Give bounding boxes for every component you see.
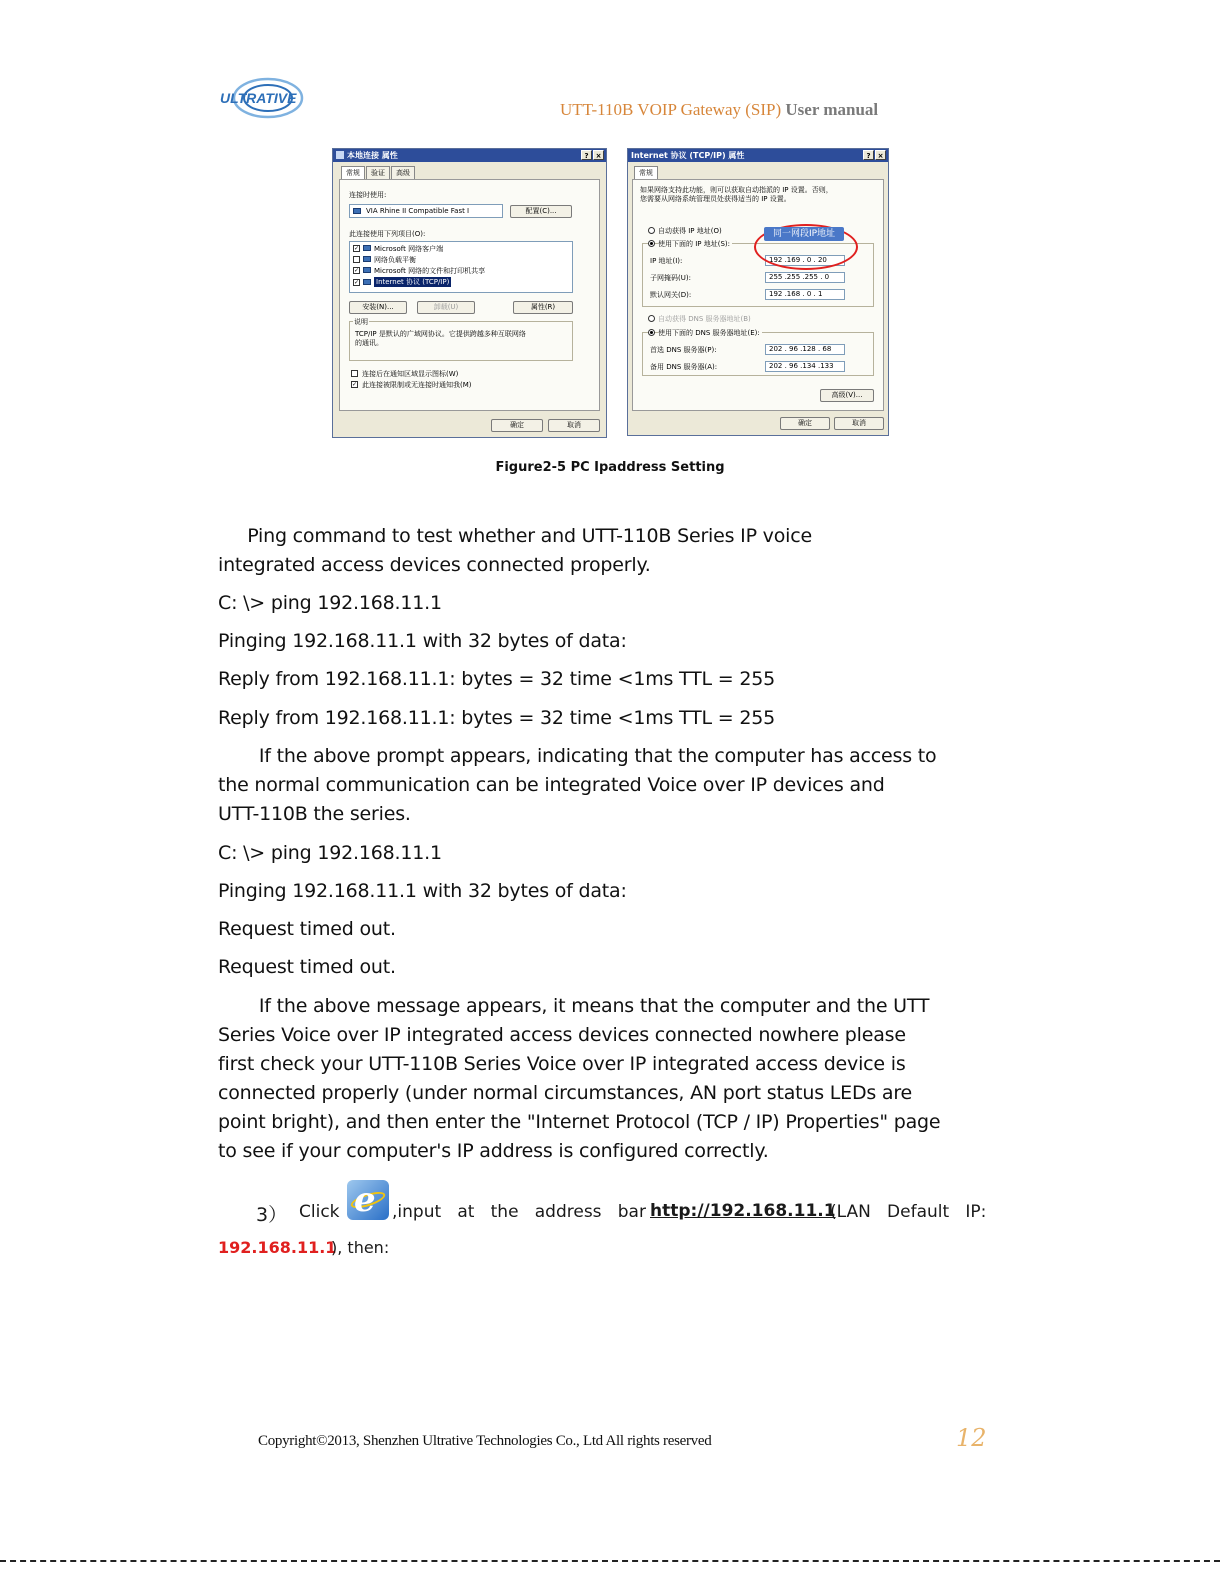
step-number: 3） — [256, 1204, 288, 1226]
adapter-name: VIA Rhine II Compatible Fast I — [366, 207, 470, 215]
description-text-2: 的通讯。 — [355, 339, 383, 347]
dialog-title: Internet 协议 (TCP/IP) 属性 — [631, 151, 745, 160]
subnet-mask-input[interactable]: 255 .255 .255 . 0 — [765, 272, 845, 283]
dialog-title: 本地连接 属性 — [347, 151, 398, 160]
auto-dns-label: 自动获得 DNS 服务器地址(B) — [658, 315, 751, 323]
auto-dns-radio[interactable] — [648, 315, 655, 322]
show-icon-checkbox[interactable] — [351, 370, 358, 377]
item-checkbox[interactable]: ✓ — [354, 267, 360, 274]
notify-label: 此连接被限制或无连接时通知我(M) — [362, 381, 472, 389]
logo-text: ULTRATIVE — [220, 90, 297, 106]
para3-line3: first check your UTT-110B Series Voice over IP integrated access device is — [218, 1053, 906, 1075]
tab-general[interactable]: 常规 — [634, 166, 658, 179]
preferred-dns-label: 首选 DNS 服务器(P): — [650, 346, 717, 354]
default-url-link[interactable]: http://192.168.11.1 — [650, 1201, 836, 1221]
adapter-icon — [353, 208, 361, 214]
manual-ip-radio[interactable] — [648, 240, 655, 247]
item-label: 网络负载平衡 — [374, 256, 416, 264]
install-button[interactable]: 安装(N)... — [349, 301, 407, 314]
figure-caption: Figure2-5 PC Ipaddress Setting — [495, 460, 725, 475]
protocol-icon — [363, 279, 371, 285]
pinging-line-2: Pinging 192.168.11.1 with 32 bytes of data: — [218, 880, 627, 902]
para1-line2: integrated access devices connected properly. — [218, 554, 651, 576]
item-checkbox[interactable] — [353, 256, 360, 263]
cmd-line-2: C: \> ping 192.168.11.1 — [218, 842, 442, 864]
adapter-box — [349, 204, 503, 218]
items-label: 此连接使用下列项目(O): — [349, 230, 426, 238]
tab-general[interactable]: 常规 — [341, 166, 365, 179]
properties-button[interactable]: 属性(R) — [513, 301, 573, 314]
cmd-line-1: C: \> ping 192.168.11.1 — [218, 592, 442, 614]
logo-graphic — [218, 74, 318, 122]
dialog-titlebar — [333, 149, 606, 162]
pinging-line-1: Pinging 192.168.11.1 with 32 bytes of data: — [218, 630, 627, 652]
description-text-1: TCP/IP 是默认的广域网协议。它提供跨越多种互联网络 — [355, 330, 526, 338]
dialog-tabs — [634, 166, 659, 179]
intro-line-1: 如果网络支持此功能，则可以获取自动指派的 IP 设置。否则， — [640, 186, 833, 194]
reply-line-1: Reply from 192.168.11.1: bytes = 32 time <1ms TTL = 255 — [218, 668, 775, 690]
ok-button[interactable]: 确定 — [491, 419, 543, 432]
para3-line6: to see if your computer's IP address is configured correctly. — [218, 1140, 769, 1162]
cancel-button[interactable]: 取消 — [548, 419, 600, 432]
internet-explorer-icon[interactable] — [347, 1180, 389, 1220]
para1-line1: Ping command to test whether and UTT-110B Series IP voice — [218, 525, 812, 547]
header-title-suffix: User manual — [781, 100, 879, 119]
auto-ip-label: 自动获得 IP 地址(O) — [658, 227, 722, 235]
same-subnet-label: 同一网段IP地址 — [764, 227, 844, 241]
alternate-dns-label: 备用 DNS 服务器(A): — [650, 363, 718, 371]
item-checkbox[interactable]: ✓ — [354, 245, 360, 252]
para2-line3: UTT-110B the series. — [218, 803, 411, 825]
page-number: 12 — [956, 1424, 987, 1452]
help-button[interactable]: ? — [581, 150, 592, 160]
para3-line5: point bright), and then enter the "Internet Protocol (TCP / IP) Properties" page — [218, 1111, 941, 1133]
dialog-tabs — [341, 166, 416, 179]
notify-checkbox[interactable]: ✓ — [352, 381, 358, 388]
manual-dns-label: 使用下面的 DNS 服务器地址(E): — [658, 329, 760, 337]
timeout-line-1: Request timed out. — [218, 918, 396, 940]
timeout-line-2: Request timed out. — [218, 956, 396, 978]
show-icon-label: 连接后在通知区域显示图标(W) — [362, 370, 459, 378]
local-connection-properties-dialog — [332, 148, 607, 438]
components-list — [349, 241, 573, 293]
manual-dns-radio[interactable] — [648, 329, 655, 336]
alternate-dns-input[interactable]: 202 . 96 .134 .133 — [765, 361, 845, 372]
client-icon — [363, 245, 371, 251]
header-title-main: UTT-110B VOIP Gateway (SIP) — [560, 100, 782, 119]
step-input-text: ,input at the address bar — [392, 1202, 646, 1222]
lan-default-text: (LAN Default IP: — [830, 1202, 987, 1222]
bottom-dashed-border — [0, 1560, 1220, 1562]
item-label: Microsoft 网络的文件和打印机共享 — [374, 267, 486, 275]
intro-line-2: 您需要从网络系统管理员处获得适当的 IP 设置。 — [640, 195, 791, 203]
tab-auth[interactable]: 验证 — [366, 166, 390, 179]
ip-address-input[interactable]: 192 .169 . 0 . 20 — [765, 255, 845, 266]
advanced-button[interactable]: 高级(V)... — [820, 389, 874, 402]
ip-address-label: IP 地址(I): — [650, 257, 683, 265]
preferred-dns-input[interactable]: 202 . 96 .128 . 68 — [765, 344, 845, 355]
subnet-mask-label: 子网掩码(U): — [650, 274, 691, 282]
balance-icon — [363, 256, 371, 262]
para3-line1: If the above message appears, it means that the computer and the UTT — [218, 995, 930, 1017]
close-button[interactable]: × — [593, 150, 604, 160]
default-ip-value: 192.168.11.1 — [218, 1238, 337, 1257]
header-title — [560, 100, 878, 120]
description-title: 说明 — [354, 318, 368, 326]
ultrative-logo — [218, 74, 318, 122]
para3-line4: connected properly (under normal circumstances, AN port status LEDs are — [218, 1082, 913, 1104]
connect-using-label: 连接时使用: — [349, 191, 387, 199]
item-checkbox[interactable]: ✓ — [354, 279, 360, 286]
para2-line2: the normal communication can be integrated Voice over IP devices and — [218, 774, 885, 796]
cancel-button[interactable]: 取消 — [834, 417, 884, 430]
auto-ip-radio[interactable] — [648, 227, 655, 234]
ie-letter: e — [354, 1180, 376, 1220]
ok-button[interactable]: 确定 — [780, 417, 830, 430]
manual-ip-label: 使用下面的 IP 地址(S): — [658, 240, 730, 248]
para2-line1: If the above prompt appears, indicating that the computer has access to — [218, 745, 937, 767]
gateway-label: 默认网关(D): — [650, 291, 692, 299]
step-click-text: Click — [299, 1202, 340, 1222]
uninstall-button[interactable]: 卸载(U) — [417, 301, 475, 314]
item-label: Microsoft 网络客户端 — [374, 245, 444, 253]
item-label-selected: Internet 协议 (TCP/IP) — [376, 278, 450, 286]
tab-advanced[interactable]: 高级 — [391, 166, 415, 179]
para3-line2: Series Voice over IP integrated access devices connected nowhere please — [218, 1024, 906, 1046]
reply-line-2: Reply from 192.168.11.1: bytes = 32 time <1ms TTL = 255 — [218, 707, 775, 729]
footer-copyright: Copyright©2013, Shenzhen Ultrative Technologies Co., Ltd All rights reserved — [258, 1433, 712, 1449]
network-icon — [336, 151, 344, 159]
tcpip-properties-dialog — [627, 148, 889, 436]
share-icon — [363, 267, 371, 273]
help-button[interactable]: ? — [863, 150, 874, 160]
gateway-input[interactable]: 192 .168 . 0 . 1 — [765, 289, 845, 300]
then-text: ), then: — [331, 1238, 390, 1257]
close-button[interactable]: × — [875, 150, 886, 160]
configure-button[interactable]: 配置(C)... — [510, 205, 572, 218]
dialog-titlebar — [628, 149, 888, 162]
